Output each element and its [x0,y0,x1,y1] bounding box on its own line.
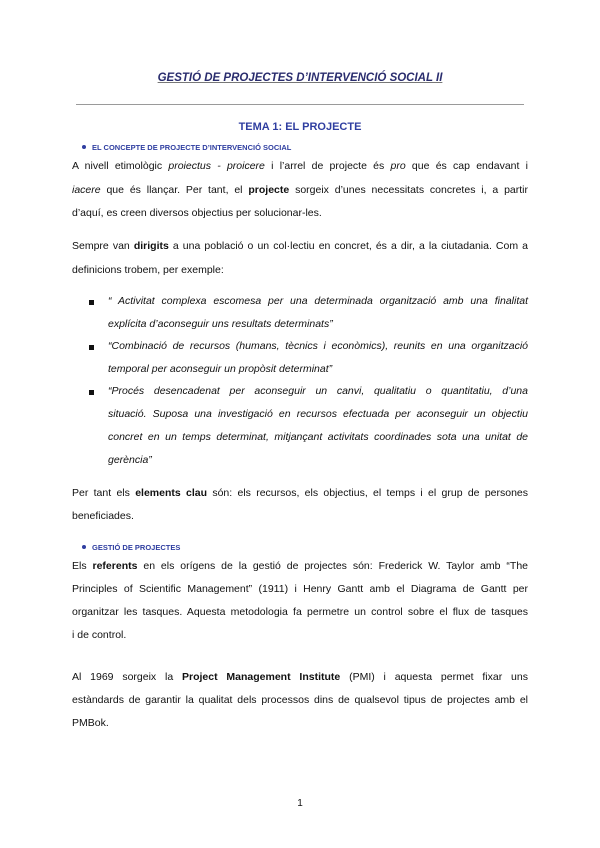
paragraph-line: i de control. [72,629,127,641]
quote-line: temporal per aconseguir un propòsit determinat” [108,363,333,375]
section-heading-text: EL CONCEPTE DE PROJECTE D’INTERVENCIÓ SOCIAL [92,143,292,152]
quote-line: “ Activitat complexa escomesa per una determinada organització amb una finalitat [108,295,528,307]
paragraph-line: organitzar les tasques. Aquesta metodologia fa permetre un control sobre el flux de tasques [72,606,528,618]
quote-line: explícita d’aconseguir uns resultats determinats” [108,318,333,330]
topic-title: TEMA 1: EL PROJECTE [238,121,362,133]
paragraph-line: definicions trobem, per exemple: [72,264,224,276]
quote-line: concret en un temps determinat, mitjançant activitats coordinades sota una unitat de [108,431,528,443]
paragraph-line [72,560,528,572]
text-run: Sempre van [72,240,134,252]
text-run: en els orígens de la gestió de projectes són: Frederick W. Taylor amb “The [137,560,528,572]
paragraph-line: Principles of Scientific Management” (1911) i Henry Gantt amb el Diagrama de Gantt per [72,583,528,595]
quote-line: “Combinació de recursos (humans, tècnics i econòmics), reunits en una organització [108,340,528,352]
text-run: Project Management Institute [182,671,341,683]
paragraph-line [72,184,528,196]
paragraph-line [72,487,528,499]
square-bullet-icon [89,390,94,395]
paragraph-line [72,240,528,252]
document-title: GESTIÓ DE PROJECTES D’INTERVENCIÓ SOCIAL II [157,72,443,84]
text-run: que és llançar. Per tant, el [100,184,249,196]
title-divider [76,104,524,105]
quote-line: gerència” [108,454,152,466]
text-run: sorgeix d’unes necessitats concretes i, a partir [289,184,528,196]
text-run: Per tant els [72,487,136,499]
section-heading-concept [92,143,291,152]
paragraph-line [72,671,528,683]
text-run: i l’arrel de projecte és [264,160,391,172]
section-heading-management [92,543,180,552]
paragraph-line: d’aquí, es creen diversos objectius per solucionar-les. [72,207,322,219]
text-run: (PMI) i aquesta permet fixar uns [340,671,528,683]
text-run: referents [92,560,138,572]
text-run: A nivell etimològic [72,160,169,172]
paragraph-line: PMBok. [72,717,109,729]
text-run: dirigits [133,240,169,252]
text-run: són: els recursos, els objectius, el temps i el grup de persones [207,487,529,499]
section-heading-text: GESTIÓ DE PROJECTES [92,543,181,552]
page-number: 1 [297,798,303,809]
text-run: projecte [248,184,290,196]
bullet-dot-icon [82,545,86,549]
text-run: Al 1969 sorgeix la [72,671,182,683]
text-run: proiectus - proicere [168,160,265,172]
square-bullet-icon [89,300,94,305]
quote-line: “Procés desencadenat per aconseguir un canvi, qualitatiu o quantitatiu, d’una [108,385,528,397]
paragraph-line: beneficiades. [72,510,134,522]
text-run: que és cap endavant i [405,160,528,172]
square-bullet-icon [89,345,94,350]
bullet-dot-icon [82,145,86,149]
paragraph-line: estàndards de garantir la qualitat dels processos dins de qualsevol tipus de projectes amb el [72,694,528,706]
text-run: a una població o un col·lectiu en concret, és a dir, a la ciutadania. Com a [168,240,529,252]
text-run: Els [72,560,93,572]
quote-line: situació. Suposa una investigació en recursos efectuada per aconseguir un objectiu [108,408,528,420]
text-run: iacere [72,184,101,196]
text-run: elements clau [135,487,208,499]
text-run: pro [390,160,406,172]
paragraph-line [72,160,528,172]
